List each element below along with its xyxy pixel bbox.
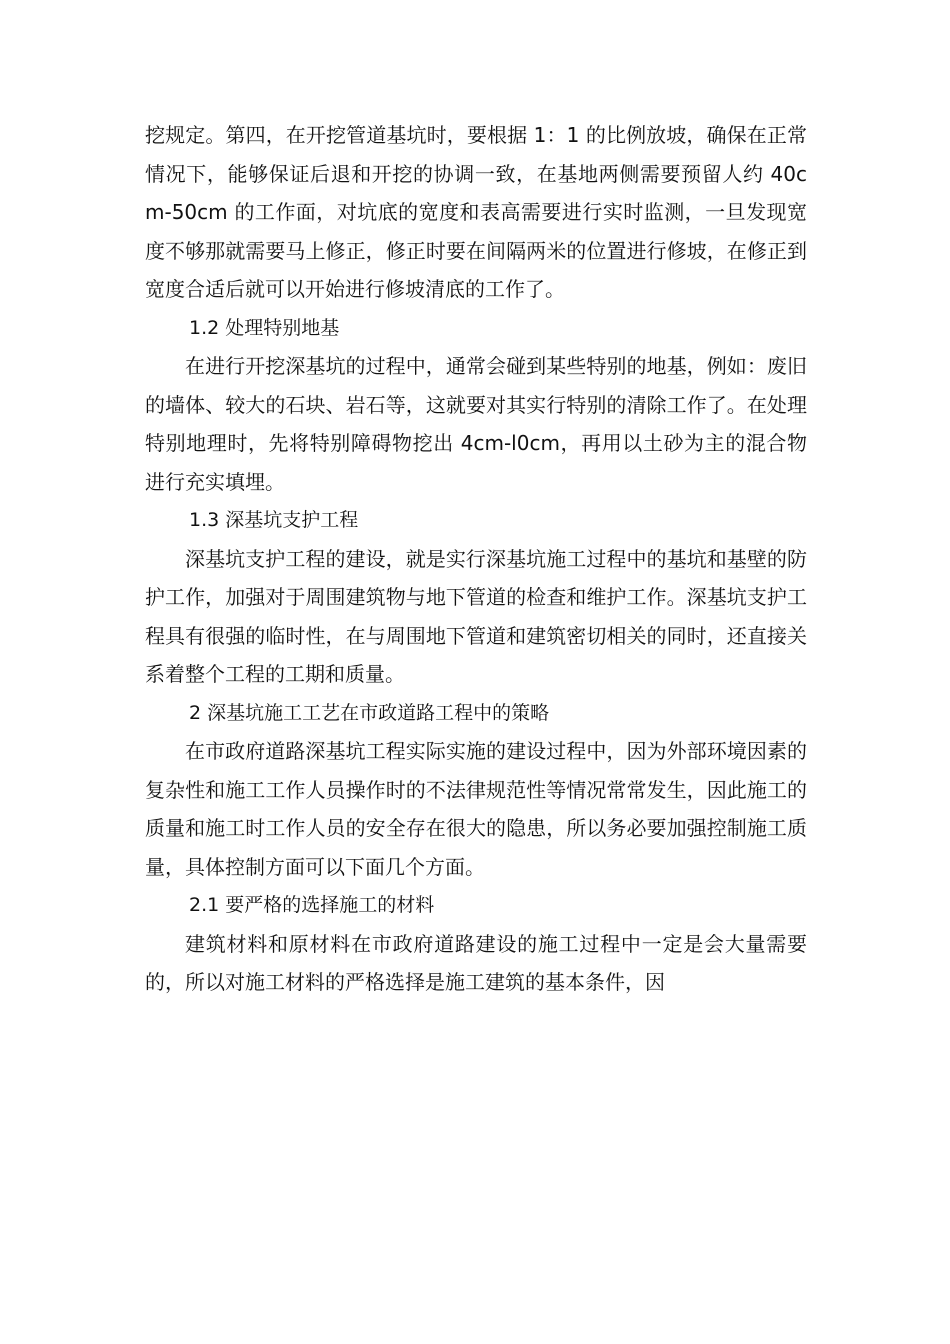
heading-strategy: 2 深基坑施工工艺在市政道路工程中的策略 (189, 701, 550, 724)
paragraph-material-selection: 建筑材料和原材料在市政府道路建设的施工过程中一定是会大量需要的，所以对施工材料的严格选择是施工建筑的基本条件，因 (145, 931, 807, 994)
paragraph-support-engineering: 深基坑支护工程的建设，就是实行深基坑施工过程中的基坑和基壁的防护工作，加强对于周围建筑物与地下管道的检查和维护工作。深基坑支护工程具有很强的临时性，在与周围地下管道和建筑密切相关的同时，还直接关系着整个工程的工期和质量。 (145, 546, 807, 686)
heading-support-engineering: 1.3 深基坑支护工程 (189, 509, 359, 531)
paragraph-excavation-rules: 挖规定。第四，在开挖管道基坑时，要根据 1：1 的比例放坡，确保在正常情况下，能够保证后退和开挖的协调一致，在基地两侧需要预留人约 40cm-50cm 的工作面，对坑底的宽度和表高需要进行实时监测，一旦发现宽度不够那就需要马上修正，修正时要在间隔两米的位置进行修坡，在修正到宽度合适后就可以开始进行修坡清底的工作了。 (145, 123, 807, 301)
heading-special-foundation: 1.2 处理特别地基 (189, 316, 340, 339)
paragraph-strategy: 在市政府道路深基坑工程实际实施的建设过程中，因为外部环境因素的复杂性和施工工作人员操作时的不法律规范性等情况常常发生，因此施工的质量和施工时工作人员的安全存在很大的隐患，所以务必要加强控制施工质量，具体控制方面可以下面几个方面。 (145, 739, 807, 879)
heading-material-selection: 2.1 要严格的选择施工的材料 (189, 894, 435, 916)
paragraph-special-foundation: 在进行开挖深基坑的过程中，通常会碰到某些特别的地基，例如：废旧的墙体、较大的石块、岩石等，这就要对其实行特别的清除工作了。在处理特别地理时，先将特别障碍物挖出 4cm-l0cm，再用以土砂为主的混合物进行充实填埋。 (145, 354, 807, 494)
document-body (145, 116, 807, 1002)
